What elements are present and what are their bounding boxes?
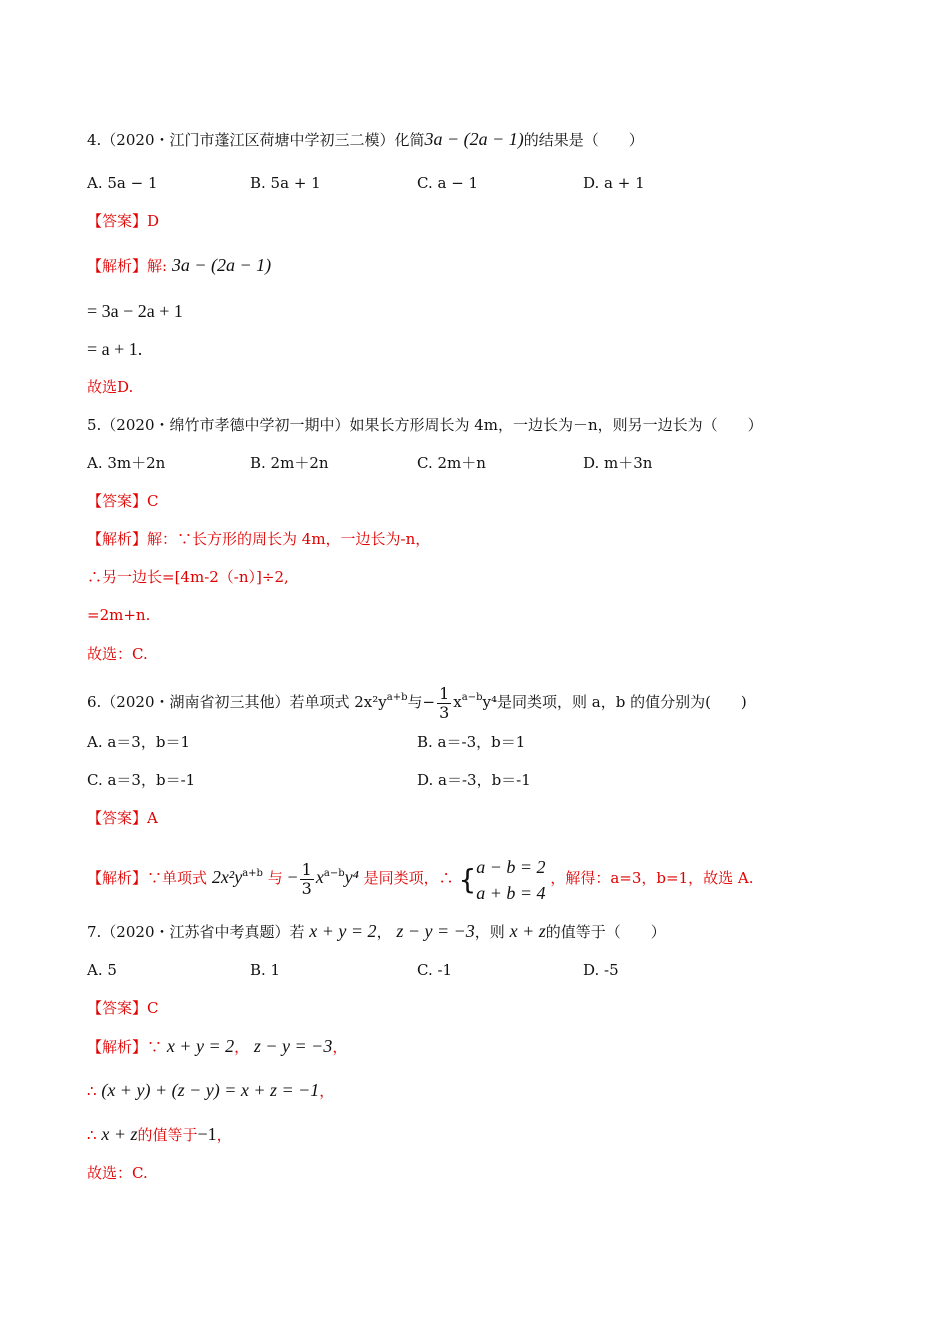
q6-option-c: C. a＝3，b＝-1 [87, 771, 196, 789]
q5-conclusion: 故选：C. [87, 645, 148, 663]
q4-step2: = a + 1. [87, 339, 143, 359]
q4-answer: 【答案】D [87, 212, 160, 230]
q6-analysis: 【解析】∵单项式 $2x^2y^{a+b}$ 与 − $\frac{1}{3}$ $x^{a-b}y^4$ 是同类项，∴ { a − b = 2 a + b = 4 ，解得：a=3，b=1，故选 A. [87, 846, 753, 908]
q4-step1: = 3a − 2a + 1 [87, 301, 183, 321]
q4-analysis: 【解析】解: 3a − (2a − 1) [87, 255, 272, 275]
q4-step0: 3a − (2a − 1) [171, 255, 272, 275]
q4-stem-expr: 3a − (2a − 1) [424, 129, 524, 149]
q7-analysis: 【解析】∵ x + y = 2， z − y = −3， [87, 1036, 348, 1056]
q7-answer: 【答案】C [87, 999, 159, 1017]
q5-stem: 5.（2020・绵竹市孝德中学初一期中）如果长方形周长为 4m，一边长为－n，则另一边长为（ ） [87, 416, 763, 434]
q5-option-d: D. m＋3n [583, 454, 653, 472]
q5-analysis: 【解析】解：∵长方形的周长为 4m，一边长为-n， [87, 530, 431, 548]
q5-option-b: B. 2m＋2n [250, 454, 329, 472]
q7-option-b: B. 1 [250, 961, 281, 979]
q7-stem: 7.（2020・江苏省中考真题）若 x + y = 2， z − y = −3，则 x + z的值等于（ ） [87, 921, 666, 941]
q5-option-a: A. 3m＋2n [87, 454, 166, 472]
q5-answer: 【答案】C [87, 492, 159, 510]
q4-option-d: D. a + 1 [583, 174, 645, 192]
q7-step2: ∴ x + z的值等于−1， [87, 1124, 232, 1144]
q4-conclusion: 故选D. [87, 378, 134, 396]
q5-step1: ∴另一边长=[4m-2（-n）]÷2, [87, 568, 289, 586]
q6-equation-system: { a − b = 2 a + b = 4 [458, 856, 546, 903]
q4-option-a: A. 5a − 1 [87, 174, 158, 192]
q7-option-d: D. -5 [583, 961, 619, 979]
q7-option-a: A. 5 [87, 961, 117, 979]
q4-option-c: C. a − 1 [417, 174, 479, 192]
q6-option-d: D. a＝-3，b＝-1 [417, 771, 531, 789]
q7-conclusion: 故选：C. [87, 1164, 148, 1182]
q6-stem: 6.（2020・湖南省初三其他）若单项式 $2x^2y^{a+b}$与− $\frac{1}{3}$ $x^{a-b}y^4$是同类项，则 a，b 的值分别为( ) [87, 683, 747, 722]
q6-answer: 【答案】A [87, 809, 158, 827]
q5-step2: =2m+n. [87, 606, 151, 624]
q5-option-c: C. 2m＋n [417, 454, 486, 472]
q7-option-c: C. -1 [417, 961, 453, 979]
q6-option-b: B. a＝-3，b＝1 [417, 733, 526, 751]
q6-analysis-fraction: $\frac{1}{3}$ [301, 859, 312, 898]
q4-stem: 4.（2020・江门市蓬江区荷塘中学初三二模）化简3a − (2a − 1)的结果是（ ） [87, 129, 644, 149]
q6-stem-fraction: $\frac{1}{3}$ [439, 683, 450, 722]
q7-step1: ∴ (x + y) + (z − y) = x + z = −1， [87, 1080, 335, 1100]
q6-option-a: A. a＝3，b＝1 [87, 733, 191, 751]
q4-option-b: B. 5a + 1 [250, 174, 321, 192]
